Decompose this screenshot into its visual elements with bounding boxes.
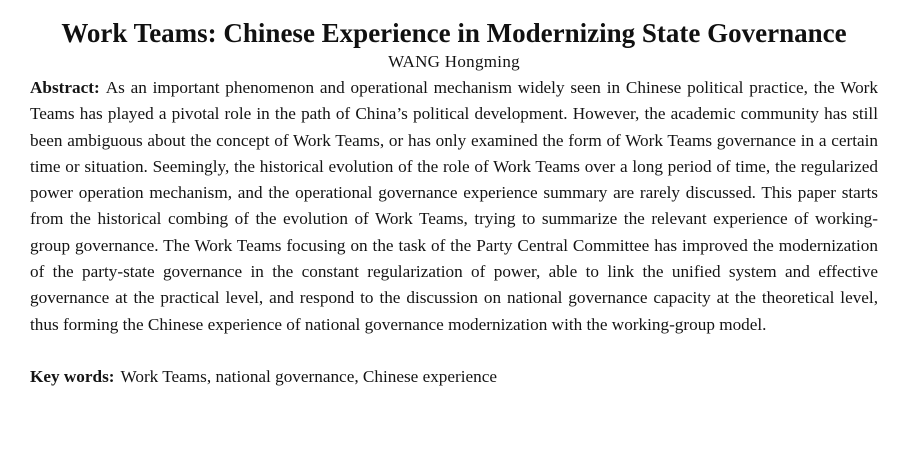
keywords-paragraph	[30, 364, 878, 390]
keywords-text: Work Teams, national governance, Chinese experience	[120, 366, 498, 386]
abstract-text: As an important phenomenon and operational mechanism widely seen in Chinese political practice, the Work Teams has played a pivotal role in the path of China’s political development. However, the academic community has still been ambiguous about the concept of Work Teams, or has only examined the form of Work Teams governance in a certain time or situation. Seemingly, the historical evolution of the role of Work Teams over a long period of time, the regularized power operation mechanism, and the operational governance experience summary are rarely discussed. This paper starts from the historical combing of the evolution of Work Teams, trying to summarize the relevant experience of working-group governance. The Work Teams focusing on the task of the Party Central Committee has improved the modernization of the party-state governance in the constant regularization of power, able to link the unified system and effective governance at the practical level, and respond to the discussion on national governance capacity at the theoretical level, thus forming the Chinese experience of national governance modernization with the working-group model.	[30, 78, 878, 334]
author-name: WANG Hongming	[388, 52, 520, 71]
keywords-label: Key words:	[30, 366, 115, 386]
paper-title: Work Teams: Chinese Experience in Modernizing State Governance	[61, 18, 847, 48]
abstract-paragraph	[30, 75, 878, 338]
paper-page	[30, 16, 878, 390]
abstract-label: Abstract:	[30, 78, 100, 97]
